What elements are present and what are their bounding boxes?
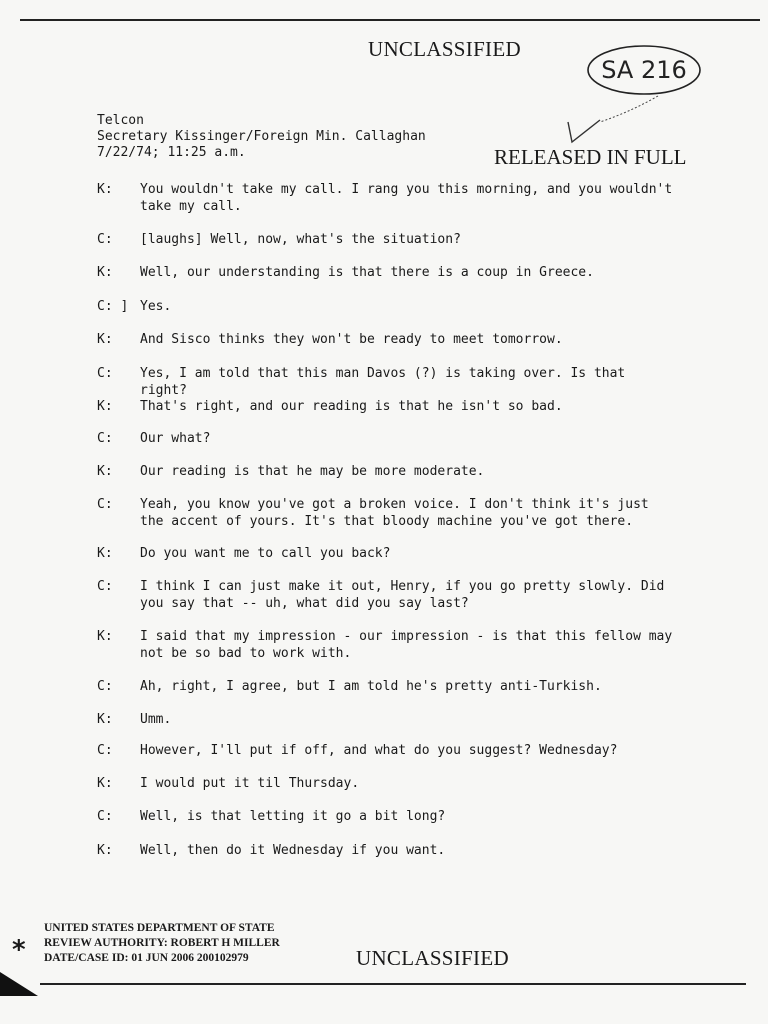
classification-top: UNCLASSIFIED bbox=[368, 37, 521, 61]
utterance: Well, our understanding is that there is a coup in Greece. bbox=[140, 265, 594, 280]
speaker: K: bbox=[97, 629, 113, 644]
speaker: K: bbox=[97, 464, 113, 479]
utterance: Ah, right, I agree, but I am told he's pretty anti-Turkish. bbox=[140, 679, 602, 694]
header-participants: Secretary Kissinger/Foreign Min. Callaghan bbox=[97, 129, 426, 144]
utterance: Well, then do it Wednesday if you want. bbox=[140, 843, 446, 858]
speaker: K: bbox=[97, 843, 113, 858]
utterance: I would put it til Thursday. bbox=[140, 776, 360, 791]
sa-stamp-oval bbox=[586, 44, 702, 96]
utterance: And Sisco thinks they won't be ready to meet tomorrow. bbox=[140, 332, 563, 347]
speaker: K: bbox=[97, 546, 113, 561]
speaker: K: bbox=[97, 332, 113, 347]
speaker: C: bbox=[97, 497, 113, 512]
speaker: C: ] bbox=[97, 299, 129, 314]
telcon-header bbox=[97, 113, 426, 161]
footer-date-case: DATE/CASE ID: 01 JUN 2006 200102979 bbox=[44, 952, 249, 964]
bottom-rule bbox=[40, 983, 746, 985]
classification-bottom: UNCLASSIFIED bbox=[356, 946, 509, 970]
utterance: Our reading is that he may be more moderate. bbox=[140, 464, 485, 479]
speaker: K: bbox=[97, 776, 113, 791]
speaker: K: bbox=[97, 265, 113, 280]
header-date: 7/22/74; 11:25 a.m. bbox=[97, 145, 246, 160]
release-stamp: RELEASED IN FULL bbox=[494, 145, 687, 169]
check-mark-icon bbox=[560, 92, 670, 152]
speaker: C: bbox=[97, 809, 113, 824]
review-authority-block bbox=[44, 921, 280, 966]
corner-mark bbox=[0, 972, 38, 996]
utterance: Yes. bbox=[140, 299, 172, 314]
header-type: Telcon bbox=[97, 113, 144, 128]
utterance: That's right, and our reading is that he isn't so bad. bbox=[140, 399, 563, 414]
asterisk-icon: * bbox=[12, 935, 26, 965]
speaker: C: bbox=[97, 366, 113, 381]
utterance: Well, is that letting it go a bit long? bbox=[140, 809, 446, 824]
footer-review-authority: REVIEW AUTHORITY: ROBERT H MILLER bbox=[44, 937, 280, 949]
stamp-text: SA 216 bbox=[601, 56, 687, 84]
utterance: Yeah, you know you've got a broken voice. I don't think it's just the accent of yours. It's that bloody machine you've got there. bbox=[140, 497, 649, 529]
utterance: Umm. bbox=[140, 712, 172, 727]
utterance: Do you want me to call you back? bbox=[140, 546, 391, 561]
speaker: C: bbox=[97, 679, 113, 694]
utterance: However, I'll put if off, and what do you suggest? Wednesday? bbox=[140, 743, 618, 758]
utterance: [laughs] Well, now, what's the situation? bbox=[140, 232, 461, 247]
utterance: You wouldn't take my call. I rang you this morning, and you wouldn't take my call. bbox=[140, 182, 673, 214]
utterance: I said that my impression - our impression - is that this fellow may not be so bad to work with. bbox=[140, 629, 673, 661]
footer-department: UNITED STATES DEPARTMENT OF STATE bbox=[44, 922, 275, 934]
speaker: C: bbox=[97, 431, 113, 446]
top-rule bbox=[20, 19, 760, 21]
speaker: K: bbox=[97, 399, 113, 414]
speaker: K: bbox=[97, 712, 113, 727]
speaker: C: bbox=[97, 232, 113, 247]
speaker: C: bbox=[97, 579, 113, 594]
speaker: C: bbox=[97, 743, 113, 758]
utterance: Yes, I am told that this man Davos (?) is taking over. Is that right? bbox=[140, 366, 626, 398]
utterance: Our what? bbox=[140, 431, 211, 446]
speaker: K: bbox=[97, 182, 113, 197]
utterance: I think I can just make it out, Henry, if you go pretty slowly. Did you say that -- uh, what did you say last? bbox=[140, 579, 665, 611]
